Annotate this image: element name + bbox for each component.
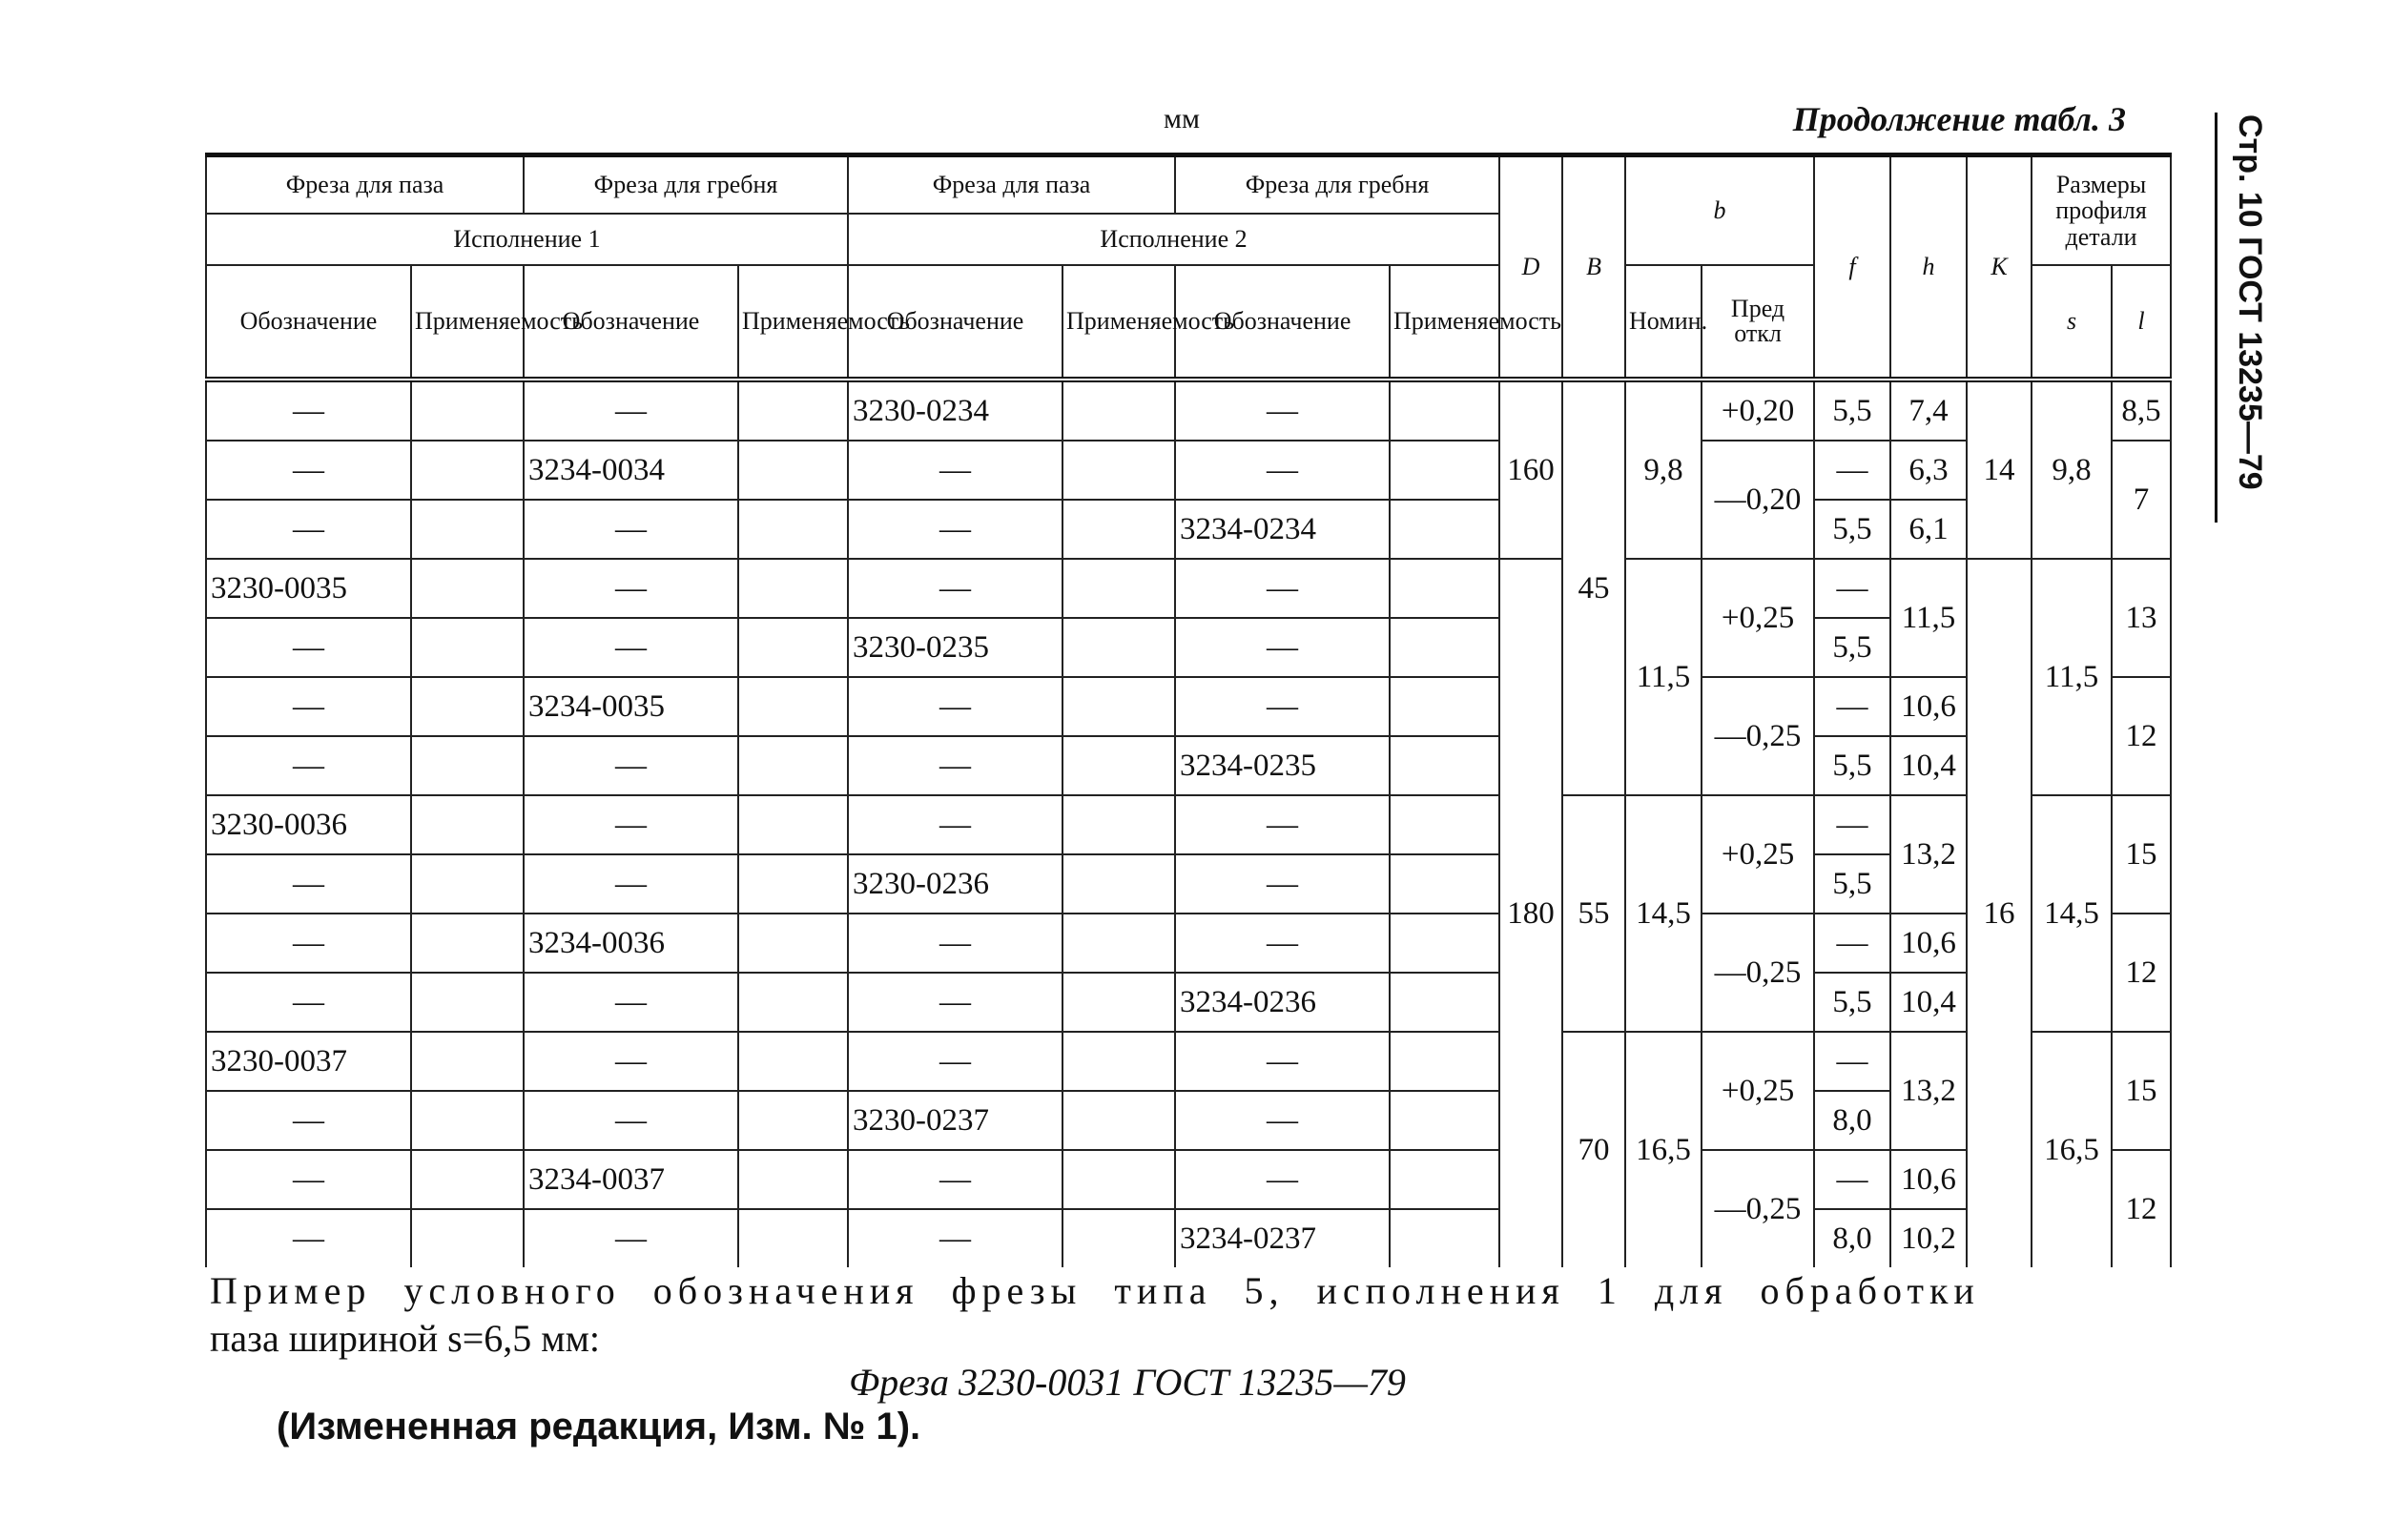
designation-cell: — xyxy=(524,618,738,677)
example-designation: Фреза 3230-0031 ГОСТ 13235—79 xyxy=(849,1361,1406,1404)
dim-f: — xyxy=(1814,795,1890,854)
designation-cell: 3234-0034 xyxy=(524,441,738,500)
col-group-ridge-1: Фреза для гребня xyxy=(524,155,848,215)
designation-cell: 3230-0035 xyxy=(206,559,411,618)
dim-l: 8,5 xyxy=(2112,380,2171,441)
col-b-nominal: Номин. xyxy=(1625,265,1702,380)
designation-cell: 3234-0236 xyxy=(1175,973,1390,1032)
col-b-deviation: Пред откл xyxy=(1702,265,1814,380)
designation-cell: — xyxy=(848,736,1062,795)
dim-B: 55 xyxy=(1562,795,1625,1032)
col-designation: Обозначение xyxy=(524,265,738,380)
dim-f: 5,5 xyxy=(1814,736,1890,795)
designation-cell: — xyxy=(206,618,411,677)
dim-l: 15 xyxy=(2112,1032,2171,1150)
designation-cell: — xyxy=(524,736,738,795)
designation-cell: — xyxy=(524,854,738,914)
dim-B: 45 xyxy=(1562,380,1625,795)
designation-cell: — xyxy=(206,500,411,559)
dim-f: 8,0 xyxy=(1814,1091,1890,1150)
designation-cell: 3230-0237 xyxy=(848,1091,1062,1150)
dim-l: 12 xyxy=(2112,1150,2171,1267)
amendment-note: (Измененная редакция, Изм. № 1). xyxy=(277,1406,921,1448)
designation-cell: — xyxy=(848,1150,1062,1209)
dim-f: — xyxy=(1814,677,1890,736)
unit-label: мм xyxy=(1164,103,1200,134)
dim-b-nominal: 11,5 xyxy=(1625,559,1702,795)
page-side-header xyxy=(2222,114,2280,515)
designation-cell: — xyxy=(848,441,1062,500)
designation-cell: — xyxy=(524,795,738,854)
designation-cell: 3234-0235 xyxy=(1175,736,1390,795)
designation-cell: — xyxy=(1175,1091,1390,1150)
dim-h: 10,6 xyxy=(1890,914,1967,973)
designation-cell: — xyxy=(848,914,1062,973)
dim-b-nominal: 14,5 xyxy=(1625,795,1702,1032)
designation-cell: 3230-0236 xyxy=(848,854,1062,914)
col-group-slot-1: Фреза для паза xyxy=(206,155,524,215)
designation-cell: — xyxy=(206,1091,411,1150)
designation-cell: 3230-0235 xyxy=(848,618,1062,677)
designation-cell: — xyxy=(1175,618,1390,677)
version-2-header: Исполнение 2 xyxy=(848,214,1499,265)
dim-h: 6,3 xyxy=(1890,441,1967,500)
col-group-ridge-2: Фреза для гребня xyxy=(1175,155,1499,215)
dim-f: 5,5 xyxy=(1814,618,1890,677)
dim-f: 5,5 xyxy=(1814,854,1890,914)
col-D: D xyxy=(1499,155,1562,380)
designation-cell: — xyxy=(206,1150,411,1209)
designation-cell: — xyxy=(524,973,738,1032)
dimensions-table xyxy=(205,153,2172,1267)
dim-h: 10,6 xyxy=(1890,1150,1967,1209)
dim-b-deviation: —0,25 xyxy=(1702,677,1814,795)
col-profile: Размеры профиля детали xyxy=(2032,155,2171,266)
dim-l: 12 xyxy=(2112,914,2171,1032)
dim-s: 14,5 xyxy=(2032,795,2112,1032)
dim-f: — xyxy=(1814,441,1890,500)
col-group-slot-2: Фреза для паза xyxy=(848,155,1175,215)
dim-f: — xyxy=(1814,559,1890,618)
designation-cell: — xyxy=(848,559,1062,618)
designation-cell: — xyxy=(524,559,738,618)
designation-cell: — xyxy=(1175,914,1390,973)
dim-f: 5,5 xyxy=(1814,380,1890,441)
dim-h: 10,6 xyxy=(1890,677,1967,736)
dim-s: 9,8 xyxy=(2032,380,2112,559)
col-applicability: Применяемость xyxy=(1390,265,1499,380)
designation-cell: — xyxy=(206,854,411,914)
designation-cell: — xyxy=(206,736,411,795)
col-designation: Обозначение xyxy=(206,265,411,380)
designation-cell: — xyxy=(848,1032,1062,1091)
col-designation: Обозначение xyxy=(1175,265,1390,380)
designation-cell: — xyxy=(1175,854,1390,914)
designation-cell: 3234-0234 xyxy=(1175,500,1390,559)
designation-cell: — xyxy=(1175,1150,1390,1209)
col-l: l xyxy=(2112,265,2171,380)
dim-f: — xyxy=(1814,1032,1890,1091)
designation-cell: 3230-0036 xyxy=(206,795,411,854)
designation-cell: — xyxy=(848,500,1062,559)
dim-K: 16 xyxy=(1967,559,2032,1267)
dim-b-deviation: +0,25 xyxy=(1702,1032,1814,1150)
dim-h: 10,4 xyxy=(1890,973,1967,1032)
dim-s: 16,5 xyxy=(2032,1032,2112,1267)
designation-cell: — xyxy=(206,677,411,736)
designation-cell: 3234-0036 xyxy=(524,914,738,973)
designation-cell: — xyxy=(206,441,411,500)
dim-b-deviation: +0,20 xyxy=(1702,380,1814,441)
dim-l: 7 xyxy=(2112,441,2171,559)
designation-cell: 3234-0035 xyxy=(524,677,738,736)
dim-b-nominal: 9,8 xyxy=(1625,380,1702,559)
dim-b-deviation: —0,25 xyxy=(1702,1150,1814,1267)
page-number-label: Стр. 10 ГОСТ 13235—79 xyxy=(2232,114,2268,490)
col-h: h xyxy=(1890,155,1967,380)
dim-s: 11,5 xyxy=(2032,559,2112,795)
designation-cell: — xyxy=(1175,795,1390,854)
dim-l: 15 xyxy=(2112,795,2171,914)
designation-cell: — xyxy=(1175,559,1390,618)
col-f: f xyxy=(1814,155,1890,380)
designation-cell: 3230-0234 xyxy=(848,380,1062,441)
version-1-header: Исполнение 1 xyxy=(206,214,848,265)
dim-h: 13,2 xyxy=(1890,1032,1967,1150)
col-applicability: Применяемость xyxy=(738,265,848,380)
designation-cell: 3230-0037 xyxy=(206,1032,411,1091)
designation-cell: — xyxy=(524,500,738,559)
designation-cell: 3234-0237 xyxy=(1175,1209,1390,1267)
example-text-line-1: Пример условного обозначения фрезы типа 5, исполнения 1 для обработки xyxy=(210,1269,1980,1312)
designation-cell: — xyxy=(848,1209,1062,1267)
dim-f: — xyxy=(1814,914,1890,973)
designation-cell: — xyxy=(1175,441,1390,500)
designation-cell: — xyxy=(524,380,738,441)
dim-l: 12 xyxy=(2112,677,2171,795)
col-s: s xyxy=(2032,265,2112,380)
dim-K: 14 xyxy=(1967,380,2032,559)
designation-cell: — xyxy=(848,973,1062,1032)
designation-cell: — xyxy=(1175,677,1390,736)
dim-b-deviation: +0,25 xyxy=(1702,795,1814,914)
dim-b-deviation: —0,20 xyxy=(1702,441,1814,559)
col-applicability: Применяемость xyxy=(411,265,524,380)
dim-B: 70 xyxy=(1562,1032,1625,1267)
designation-cell: — xyxy=(1175,380,1390,441)
designation-cell: — xyxy=(206,380,411,441)
col-applicability: Применяемость xyxy=(1062,265,1175,380)
dim-f: — xyxy=(1814,1150,1890,1209)
dim-b-nominal: 16,5 xyxy=(1625,1032,1702,1267)
dim-D: 180 xyxy=(1499,559,1562,1267)
side-rule xyxy=(2215,113,2218,523)
dim-h: 11,5 xyxy=(1890,559,1967,677)
designation-cell: — xyxy=(206,1209,411,1267)
designation-cell: — xyxy=(1175,1032,1390,1091)
example-text-line-2: паза шириной s=6,5 мм: xyxy=(210,1317,601,1360)
designation-cell: — xyxy=(524,1032,738,1091)
designation-cell: — xyxy=(848,677,1062,736)
col-B: B xyxy=(1562,155,1625,380)
designation-cell: — xyxy=(524,1209,738,1267)
dim-l: 13 xyxy=(2112,559,2171,677)
dim-h: 10,2 xyxy=(1890,1209,1967,1267)
designation-cell: — xyxy=(524,1091,738,1150)
col-b: b xyxy=(1625,155,1814,266)
col-K: K xyxy=(1967,155,2032,380)
designation-cell: — xyxy=(206,973,411,1032)
dim-f: 8,0 xyxy=(1814,1209,1890,1267)
dim-b-deviation: +0,25 xyxy=(1702,559,1814,677)
dim-h: 10,4 xyxy=(1890,736,1967,795)
dim-f: 5,5 xyxy=(1814,500,1890,559)
designation-cell: — xyxy=(206,914,411,973)
dim-h: 6,1 xyxy=(1890,500,1967,559)
designation-cell: 3234-0037 xyxy=(524,1150,738,1209)
col-designation: Обозначение xyxy=(848,265,1062,380)
designation-cell: — xyxy=(848,795,1062,854)
dim-b-deviation: —0,25 xyxy=(1702,914,1814,1032)
dim-h: 7,4 xyxy=(1890,380,1967,441)
dim-h: 13,2 xyxy=(1890,795,1967,914)
dim-D: 160 xyxy=(1499,380,1562,559)
dim-f: 5,5 xyxy=(1814,973,1890,1032)
table-continuation-title: Продолжение табл. 3 xyxy=(1792,100,2126,138)
